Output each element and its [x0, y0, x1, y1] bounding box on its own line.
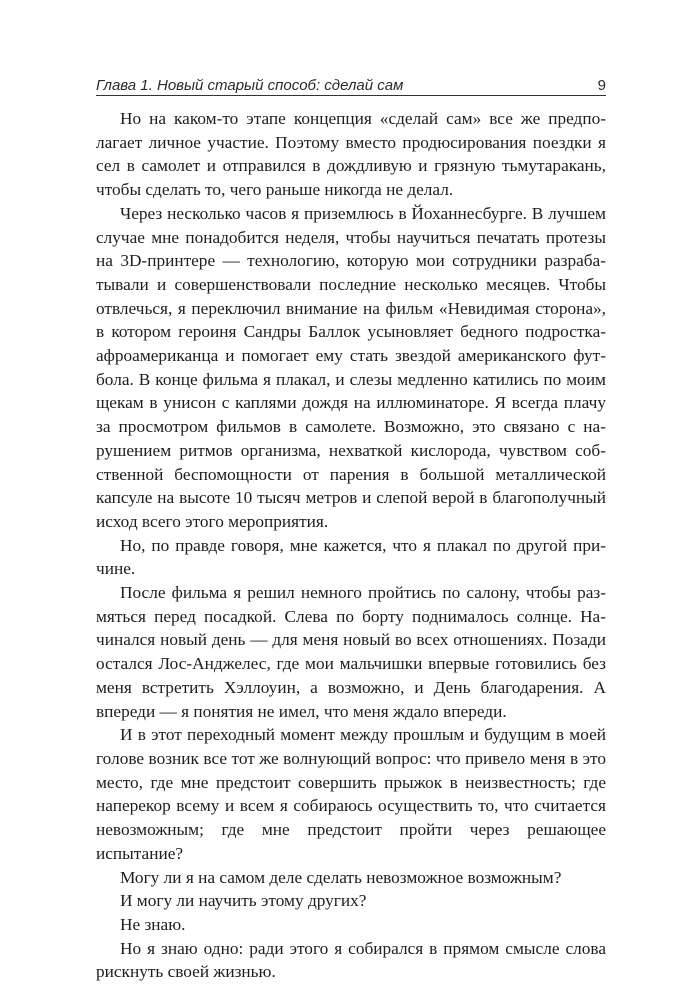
paragraph: Но, по правде говоря, мне кажется, что я плакал по другой причине.: [96, 535, 606, 579]
paragraph: После фильма я решил немного пройтись по салону, чтобы размяться перед посадкой. Слева по борту поднималось солнце. Начинался новый день — для меня новый во всех отношениях. Позади остался Лос-Анджелес, где мои мальчишки впервые готовились без меня встретить Хэллоуин, а возможно, и День благодарения. А впереди — я понятия не имел, что меня ждало впереди.: [96, 583, 606, 721]
header-rule: [96, 95, 606, 96]
paragraph: И в этот переходный момент между прошлым и будущим в моей голове возник все тот же волнующий вопрос: что привело меня в это место, где мне предстоит совершить прыжок в неизвестность; где наперекор всему и всем я собираюсь осуществить то, что считается невозможным; где мне предстоит пройти через решающее испытание?: [96, 725, 606, 863]
chapter-title: Глава 1. Новый старый способ: сделай сам: [96, 77, 404, 94]
paragraph: Но на каком-то этапе концепция «сделай сам» все же предполагает личное участие. Поэтому вместо продюсирования поездки я сел в самолет и отправился в дождливую и грязную тьмутаракань, чтобы сделать то, чего раньше никогда не делал.: [96, 109, 606, 200]
running-header: [96, 70, 606, 94]
paragraph: Не знаю.: [120, 914, 186, 934]
paragraph: Могу ли я на самом деле сделать невозможное возможным?: [120, 867, 562, 887]
paragraph: Но я знаю одно: ради этого я собирался в прямом смысле слова рискнуть своей жизнью.: [96, 938, 606, 982]
paragraph: И могу ли научить этому других?: [120, 891, 367, 911]
paragraph: Через несколько часов я приземлюсь в Йоханнесбурге. В лучшем случае мне понадобится неделя, чтобы научиться печатать протезы на 3D-принтере — технологию, которую мои сотрудники разрабатывали и совершенствовали последние несколько месяцев. Чтобы отвлечься, я переключил внимание на фильм «Невидимая сторона», в котором героиня Сандры Баллок усыновляет бедного подростка-афроамериканца и помогает ему стать звездой американского футбола. В конце фильма я плакал, и слезы медленно катились по моим щекам в унисон с каплями дождя на иллюминаторе. Я всегда плачу за просмотром фильмов в самолете. Возможно, это связано с нарушением ритмов организма, нехваткой кислорода, чувством собственной беспомощности от парения в большой металлической капсуле на высоте 10 тысяч метров и слепой верой в благополучный исход всего этого мероприятия.: [96, 203, 606, 531]
body-text: [96, 107, 606, 984]
page-number: 9: [597, 77, 606, 94]
